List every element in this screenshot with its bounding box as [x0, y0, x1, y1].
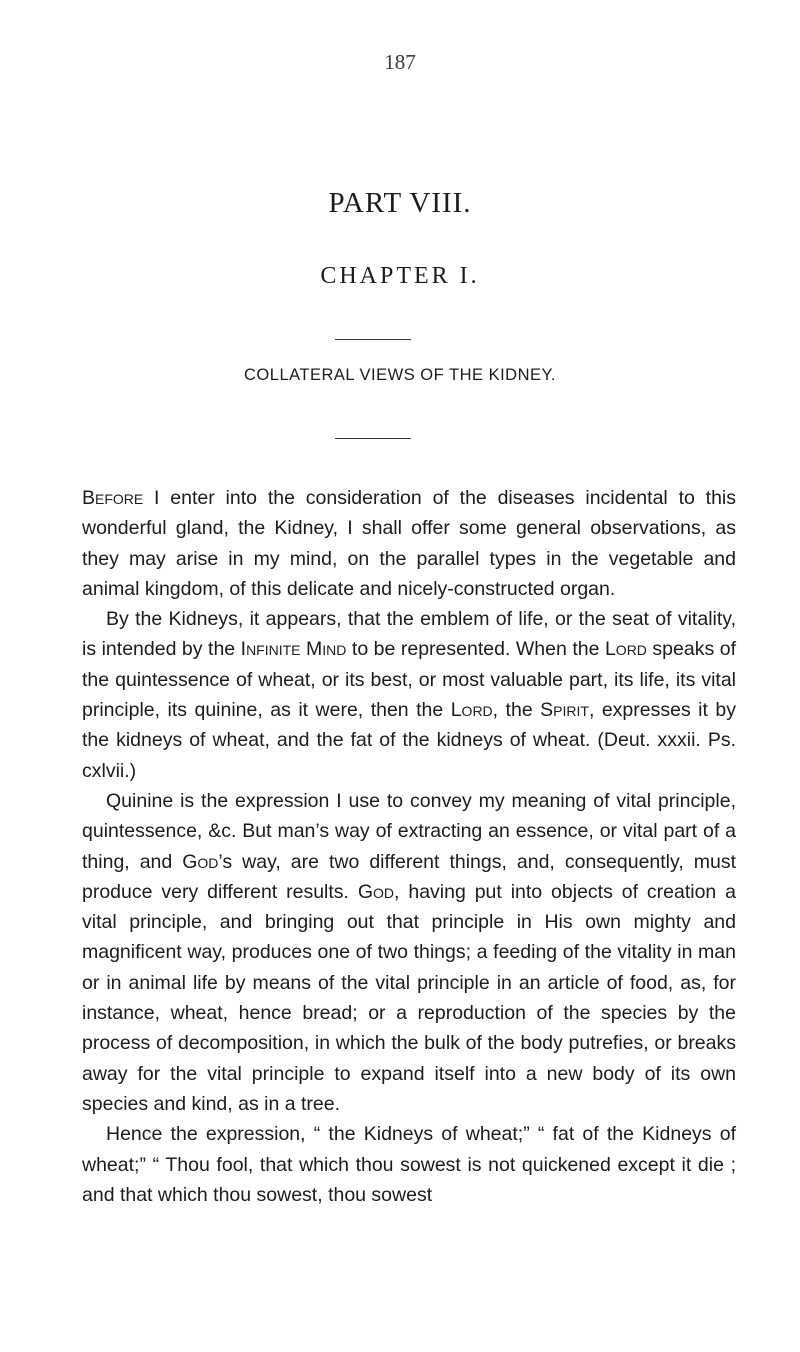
divider-rule-bottom — [335, 438, 411, 439]
chapter-title: CHAPTER I. — [320, 263, 480, 289]
paragraph — [82, 1119, 736, 1210]
section-title: COLLATERAL VIEWS OF THE KIDNEY. — [244, 366, 556, 384]
paragraph-text: , the — [492, 699, 541, 722]
page-number: 187 — [384, 50, 416, 74]
paragraph — [82, 483, 736, 604]
paragraph-text: Hence the expression, “ the Kidneys of wheat;” “ fat of the Kidneys of wheat;” “ Thou fool, that which thou sowest is not quickened except it die ; and that which thou sowest, thou sowest — [82, 1123, 736, 1206]
paragraph — [82, 604, 736, 786]
paragraph-text: , expresses it by the kidneys of wheat, and the fat of the kidneys of wheat. (Deut. xxxii. Ps. cxlvii.) — [82, 699, 736, 782]
small-caps-text: Lord — [450, 699, 493, 722]
divider-rule-top — [335, 339, 411, 340]
small-caps-text: Lord — [604, 638, 647, 661]
paragraph-text: speaks of the quintessence of wheat, or its best, or most valuable part, its life, its vital principle, its quinine, as it were, then the — [82, 638, 736, 722]
small-caps-text: Spirit — [540, 699, 589, 722]
paragraph-text: ’s way, are two different things, and, consequently, must produce very different results. — [82, 850, 736, 903]
small-caps-text: Before — [82, 487, 144, 509]
paragraph-text: , having put into objects of creation a vital principle, and bringing out that principle in His own mighty and magnificent way, produces one of two things; a feeding of the vitality in man or in animal life by means of the vital principle in an article of food, as, for instance, wheat, hence bread; or a reproduction of the species by the process of decomposition, in which the bulk of the body putrefies, or breaks away for the vital principle to expand itself into a new body of its own species and kind, as in a tree. — [82, 880, 736, 1115]
paragraph-text: By the Kidneys, it appears, that the emblem of life, or the seat of vitality, is intended by the — [82, 608, 736, 661]
paragraph-text: Quinine is the expression I use to convey my meaning of vital principle, quintessence, &c. But man’s way of extracting an essence, or vital part of a thing, and — [82, 789, 736, 873]
small-caps-text: God — [357, 880, 395, 903]
paragraph — [82, 786, 736, 1119]
body-text — [82, 483, 736, 1210]
paragraph-text: to be represented. When the — [346, 638, 605, 661]
small-caps-text: God — [182, 850, 219, 873]
part-title: PART VIII. — [328, 187, 472, 219]
small-caps-text: Infinite Mind — [240, 638, 347, 661]
paragraph-text: I enter into the consideration of the diseases incidental to this wonderful gland, the Kidney, I shall offer some general observations, as they may arise in my mind, on the parallel types in the vegetable and animal kingdom, of this delicate and nicely-constructed organ. — [82, 487, 736, 600]
